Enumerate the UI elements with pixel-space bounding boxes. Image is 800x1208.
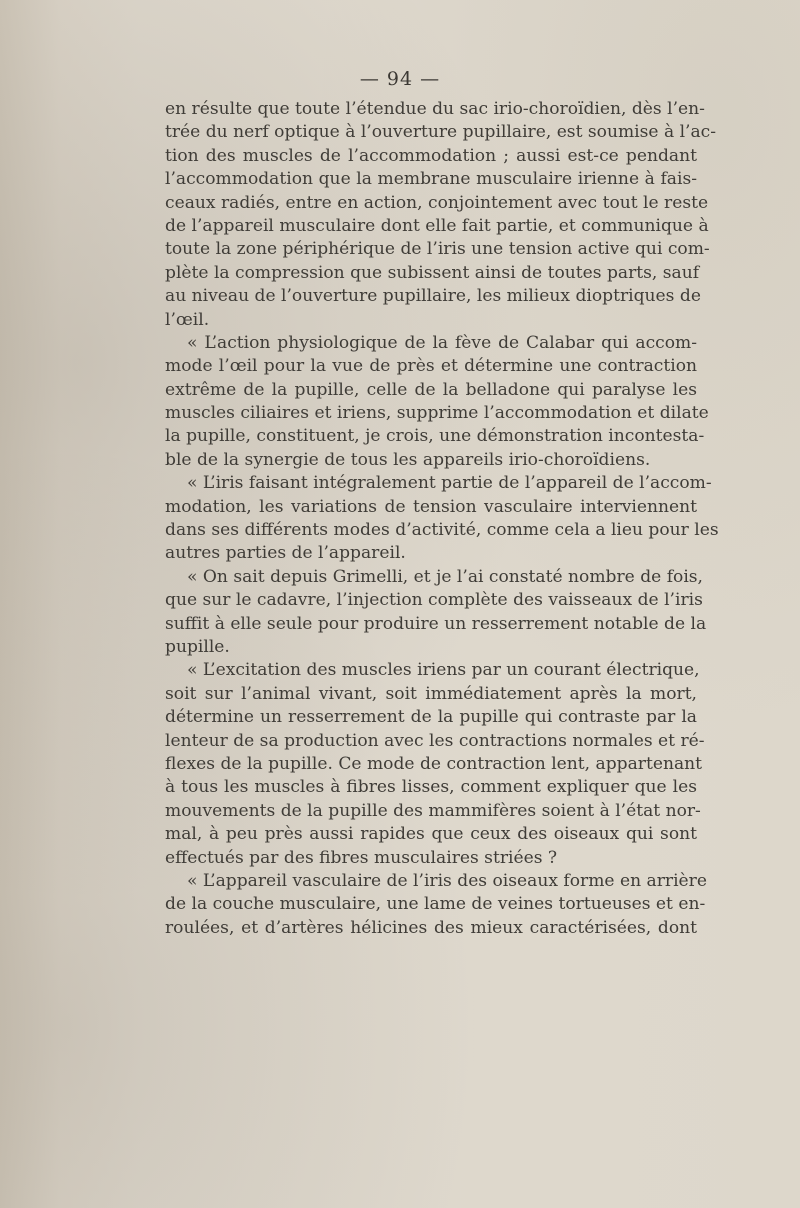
text-line: modation, les variations de tension vasculaire interviennent	[165, 496, 697, 517]
text-line: flexes de la pupille. Ce mode de contraction lent, appartenant	[165, 753, 703, 774]
page-number: — 94 —	[359, 68, 441, 90]
text-line: pupille.	[165, 636, 230, 657]
text-line: roulées, et d’artères hélicines des mieux caractérisées, dont	[165, 917, 697, 938]
text-line: mode l’œil pour la vue de près et détermine une contraction	[165, 356, 697, 377]
text-line: de la couche musculaire, une lame de veines tortueuses et en-	[165, 894, 706, 915]
text-line: plète la compression que subissent ainsi de toutes parts, sauf	[165, 262, 700, 283]
body-text	[165, 98, 719, 940]
text-line: ceaux radiés, entre en action, conjointement avec tout le reste	[165, 192, 709, 213]
text-line: en résulte que toute l’étendue du sac irio-choroïdien, dès l’en-	[165, 99, 705, 119]
text-line: lenteur de sa production avec les contractions normales et ré-	[165, 730, 705, 751]
text-line: effectués par des fibres musculaires striées ?	[165, 847, 558, 868]
text-line: à tous les muscles à fibres lisses, comment expliquer que les	[165, 777, 697, 798]
text-line: que sur le cadavre, l’injection complète des vaisseaux de l’iris	[165, 590, 703, 611]
paragraph-start-line: « L’iris faisant intégralement partie de l’appareil de l’accom-	[187, 473, 712, 494]
text-line: trée du nerf optique à l’ouverture pupillaire, est soumise à l’ac-	[165, 122, 717, 143]
text-line: tion des muscles de l’accommodation ; aussi est-ce pendant	[165, 145, 697, 166]
text-line: toute la zone périphérique de l’iris une tension active qui com-	[165, 239, 710, 260]
text-line: mouvements de la pupille des mammifères soient à l’état nor-	[165, 800, 701, 821]
paragraph-start-line: « L’excitation des muscles iriens par un courant électrique,	[187, 660, 700, 681]
text-line: de l’appareil musculaire dont elle fait partie, et communique à	[165, 215, 709, 236]
text-line: détermine un resserrement de la pupille qui contraste par la	[165, 707, 697, 728]
text-line: dans ses différents modes d’activité, comme cela a lieu pour les	[165, 520, 719, 541]
text-line: l’œil.	[165, 309, 210, 330]
paragraph-start-line: « On sait depuis Grimelli, et je l’ai constaté nombre de fois,	[187, 566, 703, 587]
text-line: muscles ciliaires et iriens, supprime l’accommodation et dilate	[165, 403, 709, 424]
text-line: la pupille, constituent, je crois, une démonstration incontesta-	[165, 426, 705, 447]
text-line: l’accommodation que la membrane musculaire irienne à fais-	[165, 169, 697, 190]
text-line: au niveau de l’ouverture pupillaire, les milieux dioptriques de	[165, 286, 701, 307]
text-line: ble de la synergie de tous les appareils irio-choroïdiens.	[165, 449, 651, 470]
text-line: soit sur l’animal vivant, soit immédiatement après la mort,	[165, 683, 697, 704]
paragraph-start-line: « L’appareil vasculaire de l’iris des oiseaux forme en arrière	[187, 870, 707, 891]
text-line: extrême de la pupille, celle de la belladone qui paralyse les	[165, 379, 697, 400]
text-line: mal, à peu près aussi rapides que ceux des oiseaux qui sont	[165, 824, 697, 845]
text-line: autres parties de l’appareil.	[165, 543, 406, 564]
text-line: suffit à elle seule pour produire un resserrement notable de la	[165, 613, 707, 634]
paragraph-start-line: « L’action physiologique de la fève de Calabar qui accom-	[187, 332, 697, 353]
